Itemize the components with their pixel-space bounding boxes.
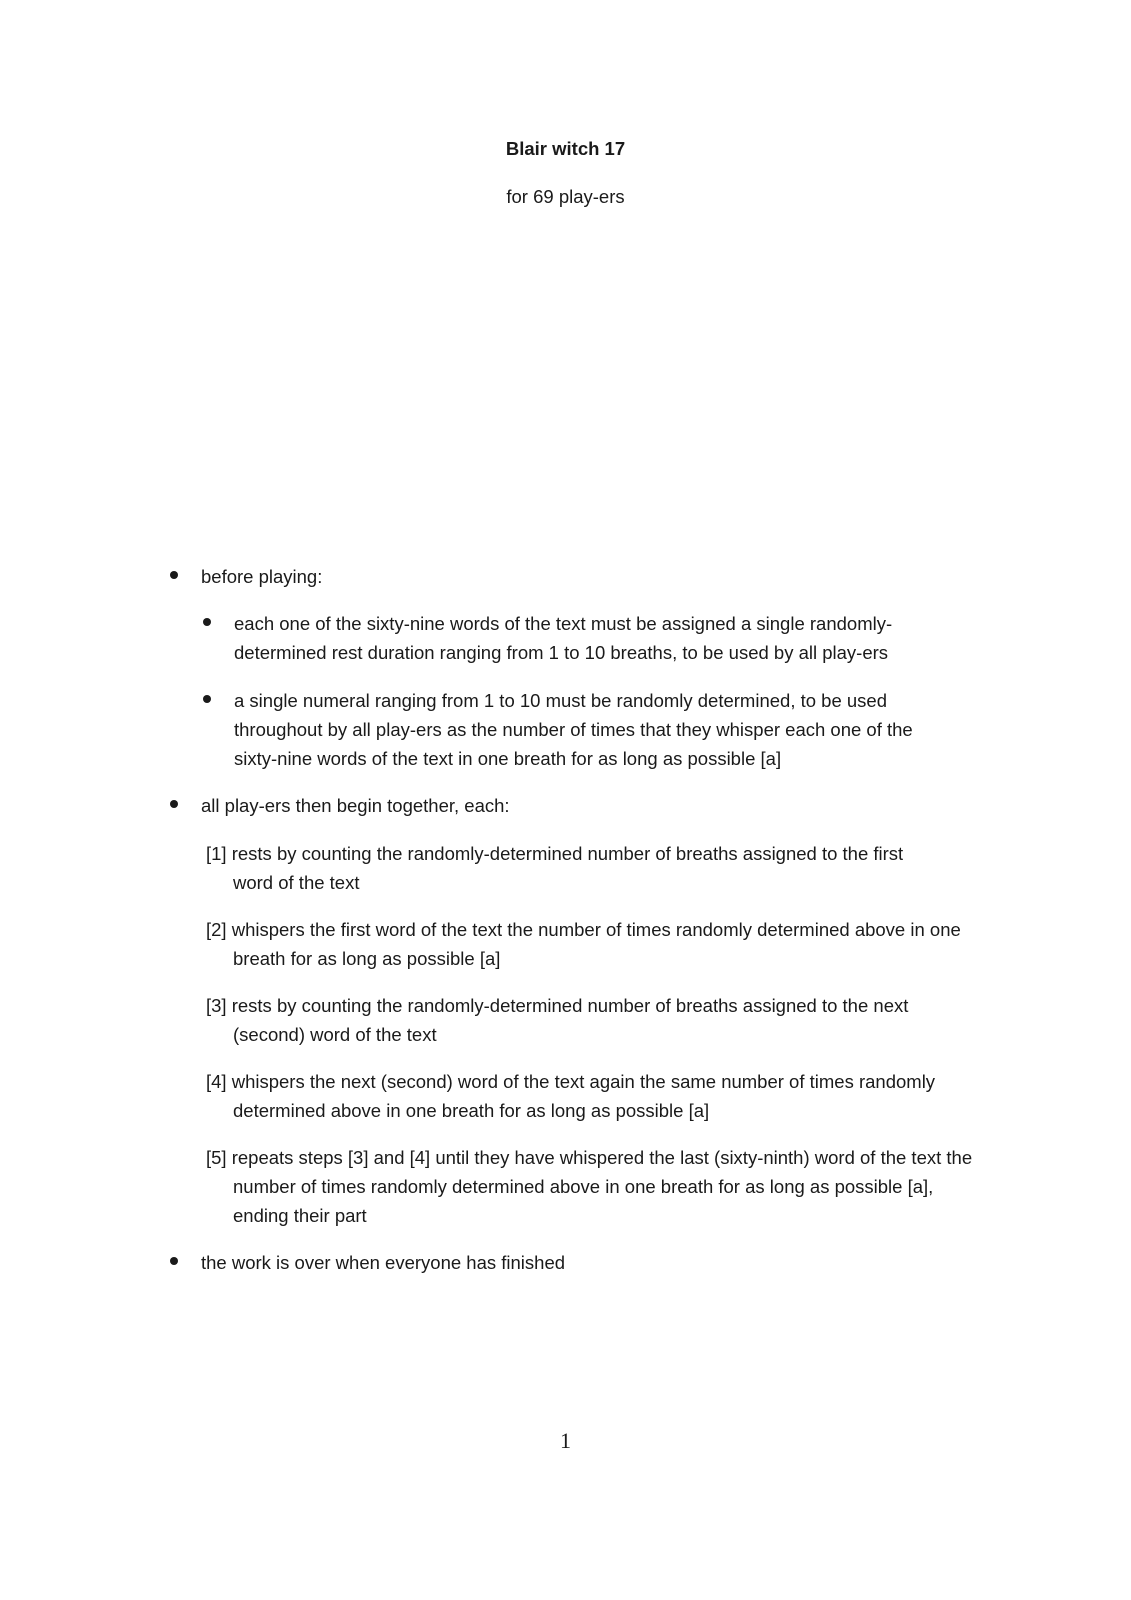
before-item-1: each one of the sixty-nine words of the text must be assigned a single randomly-determined rest duration ranging from 1 to 10 breaths, to be used by all play-ers [234, 613, 893, 663]
bullet-dot-icon [170, 800, 178, 808]
document-title: Blair witch 17 [505, 138, 626, 159]
step-item-3: [3] rests by counting the randomly-determined number of breaths assigned to the next (second) word of the text [206, 995, 909, 1045]
step-item-2: [2] whispers the first word of the text the number of times randomly determined above in one breath for as long as possible [a] [206, 919, 961, 969]
page-number: 1 [560, 1428, 571, 1453]
begin-together-label: all play-ers then begin together, each: [201, 795, 510, 816]
before-item-2: a single numeral ranging from 1 to 10 must be randomly determined, to be used throughout by all play-ers as the number of times that they whisper each one of the sixty-nine words of the text in one breath for as long as possible [a] [234, 690, 913, 769]
bullet-dot-icon [203, 695, 211, 703]
document-subtitle: for 69 play-ers [506, 186, 625, 207]
bullet-dot-icon [170, 571, 178, 579]
step-item-1: [1] rests by counting the randomly-determined number of breaths assigned to the first word of the text [206, 843, 904, 893]
work-over-label: the work is over when everyone has finished [201, 1252, 566, 1273]
bullet-dot-icon [203, 618, 211, 626]
bullet-dot-icon [170, 1257, 178, 1265]
before-playing-label: before playing: [201, 566, 323, 587]
step-item-5: [5] repeats steps [3] and [4] until they have whispered the last (sixty-ninth) word of the text the number of times randomly determined above in one breath for as long as possible [a], ending their part [206, 1147, 973, 1226]
step-item-4: [4] whispers the next (second) word of the text again the same number of times randomly determined above in one breath for as long as possible [a] [206, 1071, 936, 1121]
